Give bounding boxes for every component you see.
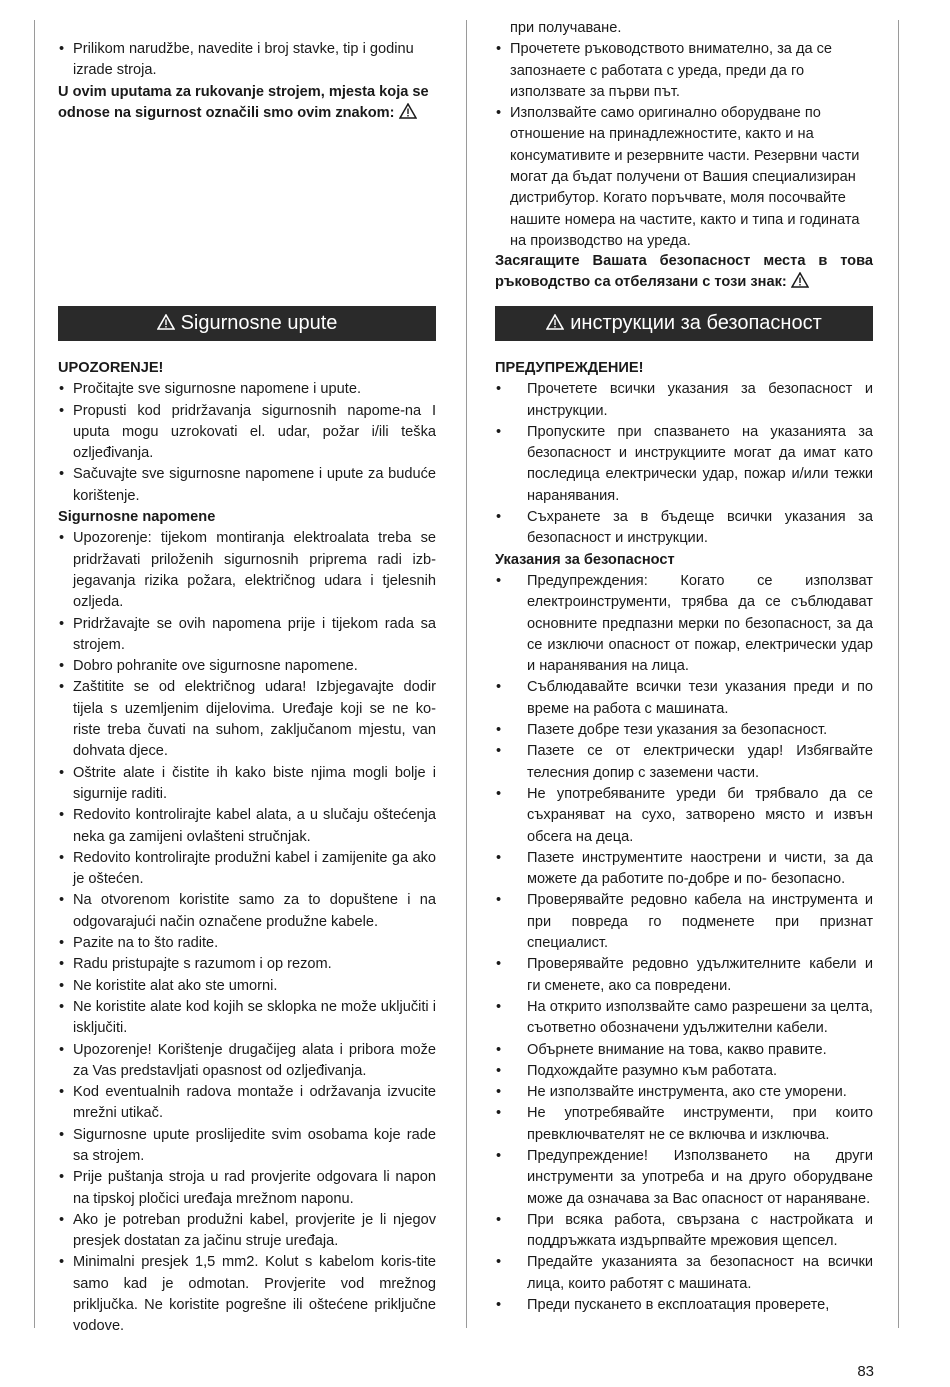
right-notes-list: [495, 571, 873, 1316]
left-section-title: Sigurnosne upute: [180, 312, 338, 334]
page-number: 83: [857, 1363, 874, 1380]
list-item: • Предайте указанията за безопасност на всички лица, които работят с машината.: [495, 1252, 873, 1295]
left-section-banner: [58, 306, 436, 341]
list-item: • Не употребяваните уреди би трябвало да се съхраняват на сухо, затворено място и извън обсега на деца.: [495, 784, 873, 848]
warning-triangle-icon: [157, 314, 175, 330]
list-item: • Sačuvajte sve sigurnosne napomene i upute za buduće korištenje.: [58, 464, 436, 507]
list-item: • Na otvorenom koristite samo za to dopuštene i na odgovarajući način označene produžne kabele.: [58, 890, 436, 933]
list-item: • На открито използвайте само разрешени за целта, съответно обозначени удължителни кабели.: [495, 997, 873, 1040]
left-warning-list: [58, 379, 436, 507]
list-item: • Обърнете внимание на това, какво правите.: [495, 1040, 873, 1061]
right-warning-sign-note: [495, 251, 873, 294]
left-margin-rule: [34, 20, 35, 1328]
list-item: • Подхождайте разумно към работата.: [495, 1061, 873, 1082]
right-warning-heading: ПРЕДУПРЕЖДЕНИЕ!: [495, 360, 644, 376]
list-item: • Ne koristite alate kod kojih se sklopka ne može uključiti i isključiti.: [58, 997, 436, 1040]
list-item: • Prije puštanja stroja u rad provjerite odgovara li napon na tipskoj pločici uređaja mrežnom naponu.: [58, 1167, 436, 1210]
list-item: • Предупреждения: Когато се използват електроинструменти, трябва да се съблюдават основните предпазни мерки по безопасност, за да се изключи опасност от пожар, електрически удар и наранявания на лица.: [495, 571, 873, 677]
left-notes-heading: Sigurnosne napomene: [58, 509, 216, 526]
list-item: • Prilikom narudžbe, navedite i broj stavke, tip i godinu izrade stroja.: [58, 39, 436, 82]
right-intro: [495, 18, 873, 252]
list-item: • Не употребявайте инструменти, при които превключвателят не се включва и изключва.: [495, 1103, 873, 1146]
list-item: • Radu pristupajte s razumom i op rezom.: [58, 954, 436, 975]
list-item: • Преди пускането в експлоатация проверете,: [495, 1295, 873, 1316]
list-item: • Проверявайте редовно кабела на инструмента и при повреда го подменете при признат специалист.: [495, 890, 873, 954]
list-item: • Съхранете за в бъдеще всички указания за безопасност и инструкции.: [495, 507, 873, 550]
list-item: • Dobro pohranite ove sigurnosne napomene.: [58, 656, 436, 677]
list-item: • Пазете инструментите наострени и чисти, за да можете да работите по-добре и по- безопасно.: [495, 848, 873, 891]
list-item: • Redovito kontrolirajte produžni kabel i zamijenite ga ako je oštećen.: [58, 848, 436, 891]
list-item: • Ako je potreban produžni kabel, provjerite je li njegov presjek dostatan za jačinu struje uređaja.: [58, 1210, 436, 1253]
right-safety-content: [495, 358, 873, 1316]
right-warning-sign-text: Засягащите Вашата безопасност места в това ръководство са отбелязани с този знак:: [495, 253, 873, 291]
right-margin-rule: [898, 20, 899, 1328]
warning-triangle-icon: [546, 314, 564, 330]
right-intro-list: [495, 39, 873, 252]
list-item: • Не използвайте инструмента, ако сте уморени.: [495, 1082, 873, 1103]
left-warning-sign-text: U ovim uputama za rukovanje strojem, mjesta koja se odnose na sigurnost označili smo ovim znakom:: [58, 83, 429, 121]
list-item: • Предупреждение! Използването на други инструменти за употреба и на друго оборудване може да означава за Вас опасност от нараняване.: [495, 1146, 873, 1210]
list-item: • Ne koristite alat ako ste umorni.: [58, 976, 436, 997]
list-item: • Redovito kontrolirajte kabel alata, a u slučaju oštećenja neka ga zamijeni ovlašteni stručnjak.: [58, 805, 436, 848]
list-item: • Pročitajte sve sigurnosne napomene i upute.: [58, 379, 436, 400]
list-item: • Pazite na to što radite.: [58, 933, 436, 954]
center-divider-rule: [466, 20, 467, 1328]
list-item: • При всяка работа, свързана с настройката и поддръжката издърпвайте мрежовия щепсел.: [495, 1210, 873, 1253]
right-section-title: инструкции за безопасност: [570, 312, 822, 334]
right-section-banner: [495, 306, 873, 341]
list-item: • Прочетете ръководството внимателно, за да се запознаете с работата с уреда, преди да го използвате за първи път.: [495, 39, 873, 103]
list-item: • Propusti kod pridržavanja sigurnosnih napome-na I uputa mogu uzrokovati el. udar, požar i/ili teška ozljeđivanja.: [58, 401, 436, 465]
list-item: • Upozorenje! Korištenje drugačijeg alata i pribora može za Vas predstavljati opasnost od ozljeđivanja.: [58, 1040, 436, 1083]
list-item: • Minimalni presjek 1,5 mm2. Kolut s kabelom koris-tite samo kad je odmotan. Provjerite vod mrežnog priključka. Ne koristite pogrešne ili oštećene priključne vodove.: [58, 1252, 436, 1337]
left-warning-heading: UPOZORENJE!: [58, 360, 164, 376]
left-intro: [58, 39, 436, 124]
list-item: • Oštrite alate i čistite ih kako biste njima mogli bolje i sigurnije raditi.: [58, 763, 436, 806]
list-item: • Прочетете всички указания за безопасност и инструкции.: [495, 379, 873, 422]
right-warning-list: [495, 379, 873, 549]
left-warning-sign-note: [58, 82, 436, 125]
list-item: • Проверявайте редовно удължителните кабели и ги сменете, ако са повредени.: [495, 954, 873, 997]
list-item: • Пазете добре тези указания за безопасност.: [495, 720, 873, 741]
list-item: • Пропуските при спазването на указанията за безопасност и инструкциите могат да имат като последица електрически удар, пожар и/или тежки наранявания.: [495, 422, 873, 507]
left-intro-list: [58, 39, 436, 82]
warning-triangle-icon: [791, 272, 809, 288]
warning-triangle-icon: [399, 103, 417, 119]
list-item: • Пазете се от електрически удар! Избягвайте телесния допир с заземени части.: [495, 741, 873, 784]
list-item: • Sigurnosne upute proslijedite svim osobama koje rade sa strojem.: [58, 1125, 436, 1168]
list-item: • Upozorenje: tijekom montiranja elektroalata treba se pridržavati priloženih sigurnosnih priprema radi izb-jegavanja rizika požara, električnog udara i tjelesnih ozljeda.: [58, 528, 436, 613]
left-safety-content: [58, 358, 436, 1338]
right-intro-continuation: при получаване.: [510, 20, 622, 36]
list-item: • Pridržavajte se ovih napomena prije i tijekom rada sa strojem.: [58, 614, 436, 657]
list-item: • Използвайте само оригинално оборудване по отношение на принадлежностите, както и на консумативите и резервните части. Резервни части могат да бъдат получени от Вашия специализиран дистрибутор. Когато поръчвате, моля посочвайте нашите номера на частите, както и типа и годината на производство на уреда.: [495, 103, 873, 252]
list-item: • Zaštitite se od električnog udara! Izbjegavajte dodir tijela s uzemljenim dijelovima. Uređaje koji se ne ko-riste treba čuvati na suhom, zaključanom mjestu, van dohvata djece.: [58, 677, 436, 762]
list-item: • Съблюдавайте всички тези указания преди и по време на работа с машината.: [495, 677, 873, 720]
right-notes-heading: Указания за безопасност: [495, 551, 675, 568]
left-notes-list: [58, 528, 436, 1337]
list-item: • Kod eventualnih radova montaže i održavanja izvucite mrežni utikač.: [58, 1082, 436, 1125]
